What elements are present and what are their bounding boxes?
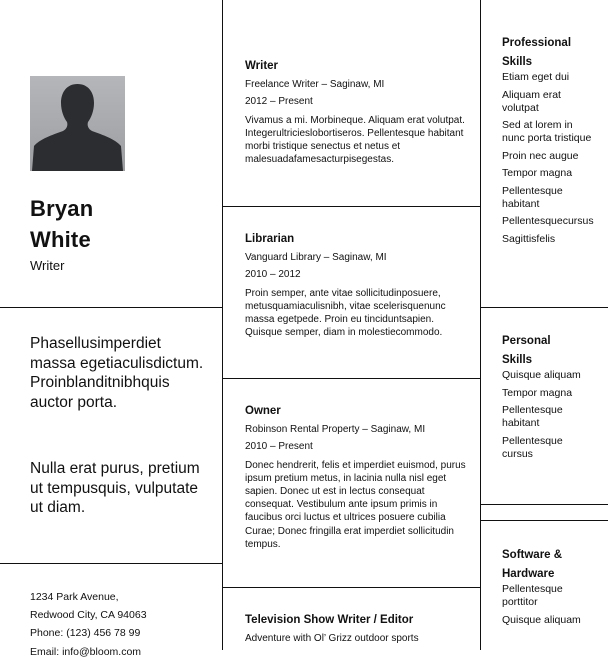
address-line: 1234 Park Avenue,: [30, 591, 119, 603]
job-title: Television Show Writer / Editor: [245, 614, 414, 626]
job-title: Librarian: [245, 233, 295, 245]
skill-list: [502, 369, 592, 461]
job-description: Adventure with Ol’ Grizz outdoor sports: [245, 633, 419, 645]
list-item: Pellentesque habitant: [502, 184, 563, 210]
email-link[interactable]: Email: info@bloom.com: [30, 645, 142, 658]
section-divider: [481, 520, 608, 521]
job-entry: [245, 60, 467, 166]
job-dates: 2010 – Present: [245, 441, 313, 453]
list-item: Quisque aliquam: [502, 613, 581, 626]
intro-paragraph: Phasellusimperdiet massa egetiaculisdictum. Proinblanditnibhquis auctor porta.: [30, 335, 204, 411]
list-item: Tempor magna: [502, 167, 573, 179]
section-divider: [223, 378, 480, 379]
job-entry: [245, 233, 467, 339]
heading-line: Software &: [502, 549, 563, 561]
list-item: Pellentesque porttitor: [502, 583, 563, 608]
job-description: Proin semper, ante vitae sollicitudinposuere, metusquamiaculisnibh, vitae scelerisquenunc massa egetpede. Proin eu tinciduntsapien. Quisque semper, diam in molestiecommodo.: [245, 287, 446, 339]
skill-list: [502, 71, 592, 246]
list-item: Aliquam erat volutpat: [502, 88, 561, 114]
first-name: Bryan: [30, 196, 94, 221]
list-item: Etiam eget dui: [502, 71, 570, 83]
skill-list: [502, 583, 592, 627]
job-dates: 2010 – 2012: [245, 269, 301, 281]
heading-line: Personal: [502, 335, 551, 347]
list-item: Sed at lorem in nunc porta tristique: [502, 119, 592, 144]
section-heading: [502, 34, 592, 71]
person-name: [30, 193, 180, 255]
column-divider-right: [480, 0, 481, 650]
person-silhouette-icon: [30, 76, 125, 171]
avatar: [30, 76, 125, 171]
job-entry: [245, 614, 467, 645]
column-divider-left: [222, 0, 223, 650]
personal-skills-section: [502, 332, 592, 465]
job-entry: [245, 405, 467, 551]
section-divider: [481, 307, 608, 308]
section-heading: [502, 332, 592, 369]
intro-paragraph: Nulla erat purus, pretium ut tempusquis, vulputate ut diam.: [30, 460, 200, 516]
phone: Phone: (123) 456 78 99: [30, 627, 141, 640]
job-title: Owner: [245, 405, 281, 417]
heading-line: Skills: [502, 55, 533, 68]
last-name: White: [30, 227, 91, 252]
list-item: Pellentesque habitant: [502, 404, 563, 429]
software-hardware-section: [502, 546, 592, 631]
list-item: Proin nec augue: [502, 149, 579, 162]
person-title: Writer: [30, 258, 65, 273]
section-divider: [0, 307, 222, 308]
job-location: Robinson Rental Property – Saginaw, MI: [245, 424, 426, 436]
list-item: Quisque aliquam: [502, 369, 581, 381]
job-location: Vanguard Library – Saginaw, MI: [245, 252, 387, 264]
list-item: Pellentesque cursus: [502, 434, 563, 460]
job-location: Freelance Writer – Saginaw, MI: [245, 79, 385, 91]
job-dates: 2012 – Present: [245, 96, 313, 108]
section-divider: [223, 206, 480, 207]
section-divider: [0, 563, 222, 564]
list-item: Sagittisfelis: [502, 232, 556, 245]
job-description: Vivamus a mi. Morbineque. Aliquam erat volutpat. Integerultricieslobortiseros. Pellentesque habitant morbi tristique senectus et netus et malesuadafamesacturpisegestas.: [245, 114, 465, 166]
heading-line: Skills: [502, 353, 533, 366]
address-line: Redwood City, CA 94063: [30, 609, 147, 622]
heading-line: Hardware: [502, 567, 555, 580]
section-divider: [481, 504, 608, 505]
job-title: Writer: [245, 60, 279, 72]
heading-line: Professional: [502, 37, 572, 49]
professional-skills-section: [502, 34, 592, 250]
list-item: Tempor magna: [502, 386, 573, 399]
job-description: Donec hendrerit, felis et imperdiet euismod, purus ipsum pretium metus, in lacinia nulla nisl eget sapien. Donec ut est in lectus consequat consequat. Vestibulum ante ipsum primis in faucibus orci luctus et ultrices posuere cubilia Curae; Donec fringilla erat imperdiet sollicitudin tempus.: [245, 459, 466, 550]
list-item: Pellentesquecursus: [502, 215, 594, 227]
section-heading: [502, 546, 592, 583]
section-divider: [223, 587, 480, 588]
